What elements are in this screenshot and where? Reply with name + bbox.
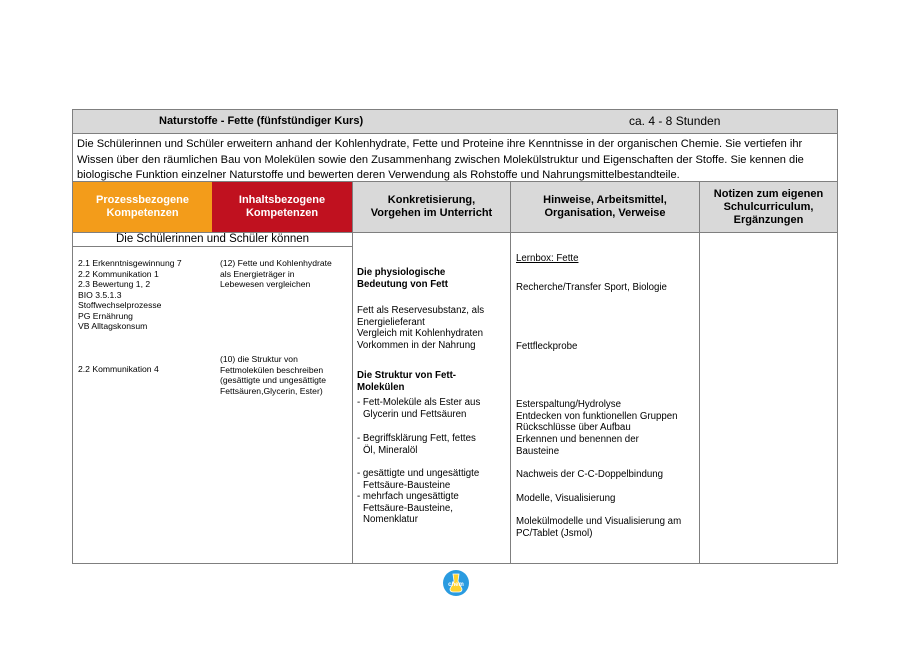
- konkret-line: Fettsäure-Bausteine,: [363, 502, 453, 514]
- prozess-block-2: 2.2 Kommunikation 4: [78, 364, 159, 374]
- hinweis-line: PC/Tablet (Jsmol): [516, 527, 593, 539]
- konkret-heading-1: [357, 267, 448, 290]
- prozess-item: PG Ernährung: [78, 310, 133, 321]
- inhalt-line: Fettsäuren,Glycerin, Ester): [220, 385, 323, 396]
- konkret-item-4: [357, 491, 459, 526]
- hinweis-line: Rückschlüsse über Aufbau: [516, 422, 631, 434]
- konkret-line: Energielieferant: [357, 316, 425, 328]
- konkret-item-2: [357, 433, 476, 456]
- prozess-item: VB Alltagskonsum: [78, 321, 148, 331]
- konkret-line: Vergleich mit Kohlenhydraten: [357, 328, 484, 340]
- intro-line: biologische Funktion einzelner Naturstoffe und bewerten deren Verwendung als Rohstoffe und Nahrungsmittelbestandteile.: [77, 169, 680, 181]
- konkret-line: Glycerin und Fettsäuren: [363, 408, 467, 420]
- chem-logo-icon: [441, 569, 471, 597]
- header-inhalt: [212, 182, 352, 233]
- intro-text: [73, 134, 837, 182]
- hinweis-line: Erkennen und benennen der: [516, 434, 639, 446]
- header-prozess-label: Prozessbezogene Kompetenzen: [96, 194, 189, 219]
- prozess-item: 2.3 Bewertung 1, 2: [78, 279, 151, 289]
- inhalt-line: Lebewesen vergleichen: [220, 279, 311, 289]
- logo-text: chem: [448, 582, 464, 588]
- header-hinweise-label: Hinweise, Arbeitsmittel, Organisation, Verweise: [543, 194, 667, 219]
- recherche-text: Recherche/Transfer Sport, Biologie: [516, 282, 667, 293]
- prozess-item: 2.2 Kommunikation 1: [78, 268, 159, 279]
- konkret-heading-2: [357, 370, 456, 393]
- inhalt-line: (10) die Struktur von: [220, 354, 298, 364]
- unit-hours: ca. 4 - 8 Stunden: [629, 114, 721, 128]
- konkret-heading-line: Bedeutung von Fett: [357, 278, 448, 290]
- konkret-line: Öl, Mineralöl: [363, 444, 418, 456]
- column-divider: [699, 233, 700, 564]
- konkret-line: - mehrfach ungesättigte: [357, 491, 459, 502]
- inhalt-line: Fettmolekülen beschreiben: [220, 364, 324, 375]
- header-inhalt-label: Inhaltsbezogene Kompetenzen: [238, 194, 326, 219]
- curriculum-table: [72, 109, 838, 564]
- konkret-item-1: [357, 397, 480, 420]
- header-prozess: [73, 182, 212, 233]
- inhalt-line: (gesättigte und ungesättigte: [220, 375, 327, 385]
- konkret-line: - Begriffsklärung Fett, fettes: [357, 433, 476, 444]
- inhalt-block-2: [220, 354, 326, 396]
- konkret-heading-line: Molekülen: [357, 381, 405, 393]
- column-divider: [352, 233, 353, 564]
- konkret-line: - gesättigte und ungesättigte: [357, 468, 480, 479]
- hinweis-line: Entdecken von funktionellen Gruppen: [516, 410, 678, 422]
- unit-title: Naturstoffe - Fette (fünfstündiger Kurs): [159, 115, 364, 127]
- inhalt-line: (12) Fette und Kohlenhydrate: [220, 258, 332, 268]
- lernbox-label: Lernbox: Fette: [516, 253, 579, 264]
- prozess-item: 2.1 Erkenntnisgewinnung 7: [78, 258, 182, 268]
- konkret-line: Nomenklatur: [363, 514, 418, 526]
- modelle-text: Modelle, Visualisierung: [516, 493, 616, 504]
- intro-line: Wissen über den räumlichen Bau von Molekülen sowie den Zusammenhang zwischen Molekülstruktur und Eigenschaften der Stoffe. Sie kennen die: [77, 153, 804, 166]
- inhalt-block-1: [220, 258, 332, 290]
- konkret-line: Vorkommen in der Nahrung: [357, 340, 476, 352]
- molekuel-block: [516, 516, 681, 539]
- prozess-item: Stoffwechselprozesse: [78, 300, 162, 310]
- subheader: Die Schülerinnen und Schüler können: [73, 233, 352, 247]
- fettfleck-text: Fettfleckprobe: [516, 341, 578, 352]
- header-konkret: [352, 182, 510, 233]
- konkret-para-1: [357, 305, 484, 352]
- header-hinweise: [510, 182, 699, 233]
- prozess-item: BIO 3.5.1.3: [78, 289, 122, 300]
- konkret-line: - Fett-Moleküle als Ester aus: [357, 397, 481, 408]
- hinweis-line: Bausteine: [516, 445, 560, 457]
- column-divider: [510, 233, 511, 564]
- konkret-line: Fett als Reservesubstanz, als: [357, 305, 485, 316]
- konkret-heading-line: Die physiologische: [357, 267, 446, 278]
- hinweis-line: Esterspaltung/Hydrolyse: [516, 399, 621, 410]
- title-row: [73, 110, 837, 134]
- prozess-block-1: [78, 258, 182, 332]
- inhalt-line: als Energieträger in: [220, 268, 295, 279]
- konkret-line: Fettsäure-Bausteine: [363, 479, 451, 491]
- header-konkret-label: Konkretisierung, Vorgehen im Unterricht: [370, 194, 493, 219]
- nachweis-text: Nachweis der C-C-Doppelbindung: [516, 469, 664, 480]
- intro-line: Die Schülerinnen und Schüler erweitern anhand der Kohlenhydrate, Fette und Proteine ihre Kenntnisse in der organischen Chemie. Sie vertiefen ihr: [77, 138, 803, 150]
- konkret-item-3: [357, 468, 479, 491]
- header-notizen-label: Notizen zum eigenen Schulcurriculum, Ergänzungen: [713, 187, 824, 226]
- ester-block: [516, 399, 678, 458]
- header-notizen: [699, 182, 837, 233]
- hinweis-line: Molekülmodelle und Visualisierung am: [516, 516, 682, 527]
- konkret-heading-line: Die Struktur von Fett-: [357, 370, 457, 381]
